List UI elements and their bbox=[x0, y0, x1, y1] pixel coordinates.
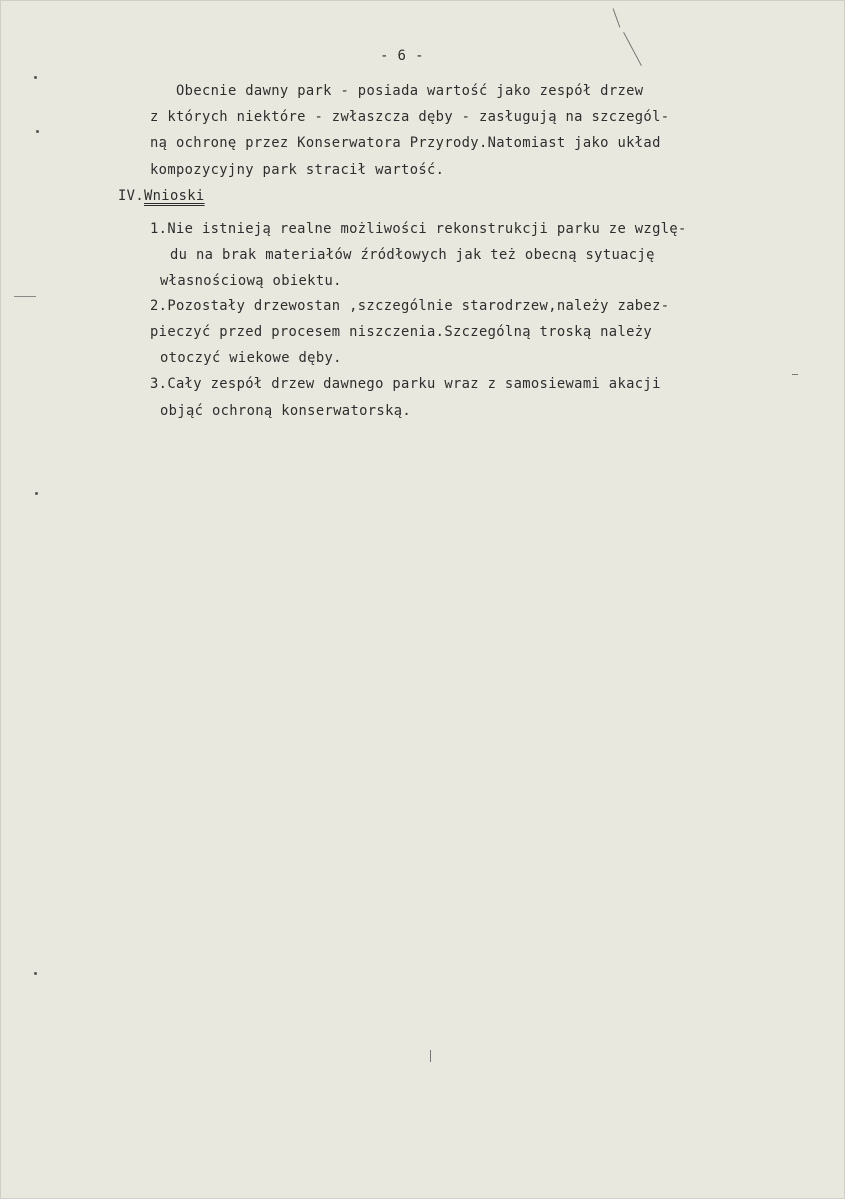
conclusion-1-line-1: 1.Nie istnieją realne możliwości rekonstrukcji parku ze wzglę- bbox=[150, 221, 687, 237]
paragraph-line-1: Obecnie dawny park - posiada wartość jako zespół drzew bbox=[176, 83, 644, 99]
paper-scratch bbox=[792, 374, 798, 375]
section-title: Wnioski bbox=[143, 188, 205, 204]
conclusion-1-line-3: własnościową obiektu. bbox=[160, 273, 342, 289]
binding-hole-mark bbox=[34, 972, 37, 975]
page-number: - 6 - bbox=[380, 48, 424, 64]
margin-tick bbox=[14, 296, 36, 297]
binding-hole-mark bbox=[34, 76, 37, 79]
conclusion-3-line-1: 3.Cały zespół drzew dawnego parku wraz z samosiewami akacji bbox=[150, 376, 661, 392]
paragraph-line-2: z których niektóre - zwłaszcza dęby - zasługują na szczegól- bbox=[150, 109, 670, 125]
paragraph-line-4: kompozycyjny park stracił wartość. bbox=[150, 162, 445, 178]
binding-hole-mark bbox=[36, 130, 39, 133]
section-prefix: IV. bbox=[118, 188, 144, 204]
conclusion-2-line-1: 2.Pozostały drzewostan ,szczególnie starodrzew,należy zabez- bbox=[150, 298, 670, 314]
conclusion-2-line-3: otoczyć wiekowe dęby. bbox=[160, 350, 342, 366]
section-heading bbox=[118, 186, 205, 206]
conclusion-1-line-2: du na brak materiałów źródłowych jak też obecną sytuację bbox=[170, 247, 655, 263]
conclusion-3-line-2: objąć ochroną konserwatorską. bbox=[160, 403, 412, 419]
binding-hole-mark bbox=[35, 492, 38, 495]
conclusion-2-line-2: pieczyć przed procesem niszczenia.Szczególną troską należy bbox=[150, 324, 653, 340]
paragraph-line-3: ną ochronę przez Konserwatora Przyrody.Natomiast jako układ bbox=[150, 135, 661, 151]
paper-scratch bbox=[430, 1050, 431, 1062]
